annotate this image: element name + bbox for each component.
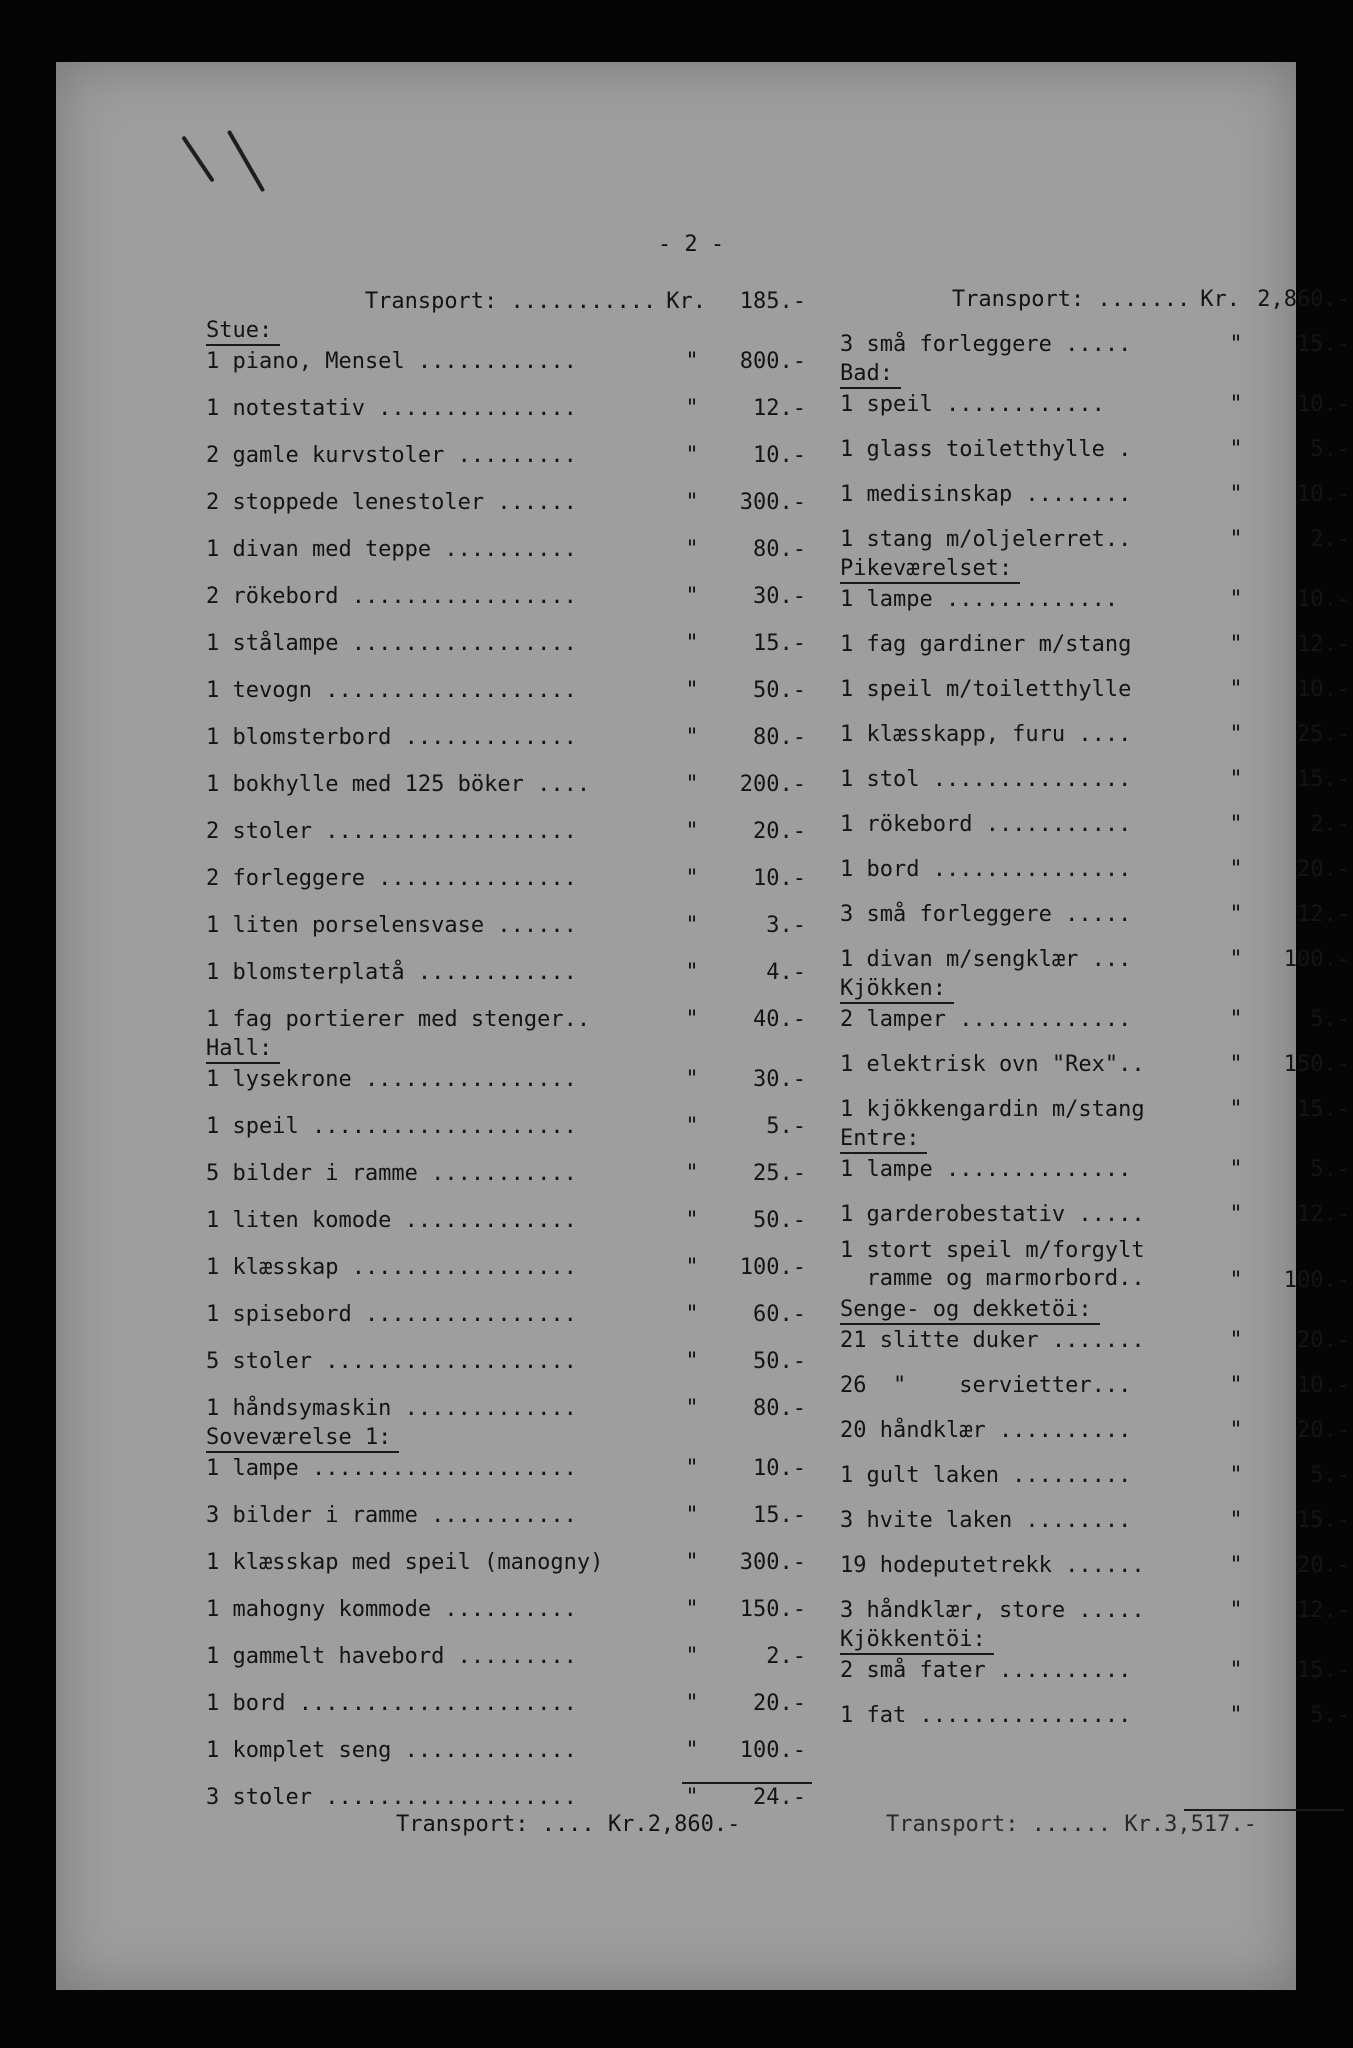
item-row xyxy=(206,938,806,985)
item-label: 1 notestativ ............... xyxy=(206,396,577,421)
ditto-mark: " xyxy=(1229,1328,1243,1353)
section-title: Kjökkentöi: xyxy=(840,1627,994,1655)
item-label: 1 tevogn ................... xyxy=(206,678,577,703)
transport-in-row xyxy=(206,284,806,314)
section-title: Entre: xyxy=(840,1126,927,1154)
item-label: 1 divan m/sengklær ... xyxy=(840,947,1132,972)
item-row xyxy=(840,837,1350,882)
item-label: 5 stoler ................... xyxy=(206,1349,577,1374)
ditto-mark: " xyxy=(1229,947,1243,972)
left-transport-out xyxy=(396,1812,740,1837)
item-amount: 5.- xyxy=(1310,437,1350,462)
ditto-mark: " xyxy=(1229,1658,1243,1683)
item-label: 1 klæsskap med speil (manogny) xyxy=(206,1550,604,1575)
ditto-mark: " xyxy=(1229,767,1243,792)
ditto-mark: " xyxy=(1229,1157,1243,1182)
right-transport-out xyxy=(886,1812,1257,1837)
ditto-mark: " xyxy=(685,1550,699,1575)
transport-label: Transport: ........... xyxy=(364,289,657,314)
ditto-mark: " xyxy=(1229,332,1243,357)
item-label: 1 liten porselensvase ...... xyxy=(206,913,577,938)
item-row xyxy=(840,1353,1350,1398)
item-label: 1 elektrisk ovn "Rex".. xyxy=(840,1052,1145,1077)
ditto-mark: " xyxy=(685,631,699,656)
amount: 185.- xyxy=(739,289,806,314)
item-label: 1 komplet seng ............. xyxy=(206,1738,577,1763)
item-row xyxy=(840,1488,1350,1533)
ditto-mark: " xyxy=(1229,677,1243,702)
ditto-mark: " xyxy=(1229,482,1243,507)
item-label: 1 speil m/toiletthylle xyxy=(840,677,1132,702)
item-label: 19 hodeputetrekk ...... xyxy=(840,1553,1145,1578)
item-row xyxy=(840,747,1350,792)
item-amount: 15.- xyxy=(753,1503,806,1528)
section-heading xyxy=(206,1421,806,1453)
item-label: 2 gamle kurvstoler ......... xyxy=(206,443,577,468)
section-title: Stue: xyxy=(206,318,280,346)
item-label: 1 stålampe ................. xyxy=(206,631,577,656)
item-row xyxy=(206,1233,806,1280)
item-amount: 10.- xyxy=(753,443,806,468)
ditto-mark: " xyxy=(1229,722,1243,747)
ditto-mark: " xyxy=(685,772,699,797)
item-row xyxy=(840,1325,1350,1353)
item-amount: 50.- xyxy=(753,678,806,703)
ditto-mark: " xyxy=(685,1503,699,1528)
ditto-mark: " xyxy=(685,725,699,750)
item-amount: 100.- xyxy=(739,1738,806,1763)
item-amount: 20.- xyxy=(1297,857,1350,882)
item-amount: 5.- xyxy=(1310,1157,1350,1182)
item-label: 20 håndklær .......... xyxy=(840,1418,1132,1443)
item-row xyxy=(840,584,1350,612)
ditto-mark: " xyxy=(685,584,699,609)
item-row xyxy=(206,703,806,750)
item-row xyxy=(840,657,1350,702)
section-heading xyxy=(206,1032,806,1064)
section-title: Soveværelse 1: xyxy=(206,1425,399,1453)
item-amount: 150.- xyxy=(739,1597,806,1622)
total-underline xyxy=(1184,1809,1344,1811)
item-label: 1 bord ............... xyxy=(840,857,1132,882)
right-column xyxy=(840,267,1350,1728)
item-label: 1 stol ............... xyxy=(840,767,1132,792)
item-amount: 20.- xyxy=(1297,1328,1350,1353)
item-row xyxy=(840,612,1350,657)
item-amount: 2.- xyxy=(1310,527,1350,552)
item-row xyxy=(206,891,806,938)
amount: 3,517.- xyxy=(1164,1812,1257,1837)
ditto-mark: " xyxy=(685,1644,699,1669)
ditto-mark: " xyxy=(1229,1007,1243,1032)
item-row xyxy=(206,1374,806,1421)
item-row xyxy=(206,1186,806,1233)
item-label: 1 gult laken ......... xyxy=(840,1463,1132,1488)
item-row xyxy=(206,1763,806,1810)
ditto-mark: " xyxy=(685,443,699,468)
ditto-mark: " xyxy=(685,819,699,844)
ditto-mark: " xyxy=(685,1597,699,1622)
item-amount: 4.- xyxy=(766,960,806,985)
item-row xyxy=(206,1139,806,1186)
total-underline xyxy=(682,1782,812,1784)
item-row xyxy=(206,346,806,374)
item-row xyxy=(840,312,1350,357)
item-row xyxy=(840,417,1350,462)
ditto-mark: " xyxy=(685,349,699,374)
currency: Kr. xyxy=(1200,287,1240,312)
currency: Kr. xyxy=(607,1812,648,1837)
item-label: 1 gammelt havebord ......... xyxy=(206,1644,577,1669)
item-label: 1 glass toiletthylle . xyxy=(840,437,1132,462)
item-label: 3 hvite laken ........ xyxy=(840,1508,1132,1533)
item-amount: 12.- xyxy=(1297,1598,1350,1623)
item-amount: 20.- xyxy=(753,819,806,844)
item-amount: 15.- xyxy=(1297,1658,1350,1683)
ditto-mark: " xyxy=(1229,1097,1243,1122)
transport-in-row xyxy=(840,267,1350,312)
ditto-mark: " xyxy=(1229,1703,1243,1728)
item-amount: 40.- xyxy=(753,1007,806,1032)
item-amount: 12.- xyxy=(1297,1202,1350,1227)
ditto-mark: " xyxy=(1229,1268,1243,1293)
item-row xyxy=(206,1453,806,1481)
item-label: 1 blomsterbord ............. xyxy=(206,725,577,750)
section-title: Hall: xyxy=(206,1036,280,1064)
item-row xyxy=(206,844,806,891)
item-row xyxy=(840,1443,1350,1488)
item-amount: 15.- xyxy=(1297,1508,1350,1533)
section-heading xyxy=(840,972,1350,1004)
item-amount: 10.- xyxy=(753,866,806,891)
ditto-mark: " xyxy=(1229,902,1243,927)
item-label: 2 små fater .......... xyxy=(840,1658,1132,1683)
item-label: 1 fag gardiner m/stang xyxy=(840,632,1132,657)
item-amount: 10.- xyxy=(1297,677,1350,702)
left-sections xyxy=(206,314,806,1810)
item-label: 1 piano, Mensel ............ xyxy=(206,349,577,374)
item-label: 1 klæsskapp, furu .... xyxy=(840,722,1132,747)
item-amount: 100.- xyxy=(1283,947,1350,972)
item-amount: 200.- xyxy=(739,772,806,797)
ditto-mark: " xyxy=(1229,1598,1243,1623)
item-row xyxy=(206,1481,806,1528)
item-row xyxy=(840,1182,1350,1227)
ditto-mark: " xyxy=(685,1785,699,1810)
item-amount: 5.- xyxy=(1310,1007,1350,1032)
ditto-mark: " xyxy=(685,490,699,515)
item-amount: 60.- xyxy=(753,1302,806,1327)
item-amount: 80.- xyxy=(753,725,806,750)
item-amount: 5.- xyxy=(1310,1703,1350,1728)
ditto-mark: " xyxy=(685,913,699,938)
item-amount: 20.- xyxy=(1297,1418,1350,1443)
item-label: 1 medisinskap ........ xyxy=(840,482,1132,507)
ditto-mark: " xyxy=(685,866,699,891)
item-amount: 24.- xyxy=(753,1785,806,1810)
item-label: 1 bokhylle med 125 böker .... xyxy=(206,772,591,797)
item-amount: 10.- xyxy=(1297,392,1350,417)
ditto-mark: " xyxy=(1229,857,1243,882)
item-label: 1 liten komode ............. xyxy=(206,1208,577,1233)
page-number: - 2 - xyxy=(657,232,725,257)
right-sections xyxy=(840,357,1350,1728)
ditto-mark: " xyxy=(1229,1202,1243,1227)
item-row xyxy=(206,1528,806,1575)
item-label: 2 rökebord ................. xyxy=(206,584,577,609)
ditto-mark: " xyxy=(685,1161,699,1186)
section-heading xyxy=(840,1293,1350,1325)
item-amount: 30.- xyxy=(753,1067,806,1092)
item-label-line: 1 stort speil m/forgylt xyxy=(840,1238,1145,1263)
item-row xyxy=(206,1575,806,1622)
item-row xyxy=(840,1655,1350,1683)
ditto-mark: " xyxy=(685,1255,699,1280)
item-row xyxy=(840,1227,1350,1293)
item-label: 2 stoler ................... xyxy=(206,819,577,844)
section-heading xyxy=(840,1122,1350,1154)
item-label-line: ramme og marmorbord.. xyxy=(840,1266,1145,1291)
ditto-mark: " xyxy=(685,1396,699,1421)
ditto-mark: " xyxy=(685,960,699,985)
item-amount: 25.- xyxy=(1297,722,1350,747)
item-amount: 15.- xyxy=(1297,332,1350,357)
item-row xyxy=(840,882,1350,927)
ditto-mark: " xyxy=(685,1114,699,1139)
item-amount: 15.- xyxy=(753,631,806,656)
item-row xyxy=(840,1154,1350,1182)
item-row xyxy=(206,421,806,468)
item-row xyxy=(840,1533,1350,1578)
amount: 2,860.- xyxy=(647,1812,741,1837)
ditto-mark: " xyxy=(1229,437,1243,462)
item-row xyxy=(840,1398,1350,1443)
item-amount: 15.- xyxy=(1297,1097,1350,1122)
item-amount: 150.- xyxy=(1283,1052,1350,1077)
item-label: 1 divan med teppe .......... xyxy=(206,537,577,562)
ditto-mark: " xyxy=(1229,1373,1243,1398)
item-label: 1 lampe .............. xyxy=(840,1157,1132,1182)
section-title: Senge- og dekketöi: xyxy=(840,1297,1100,1325)
item-row xyxy=(206,562,806,609)
ditto-mark: " xyxy=(1229,1418,1243,1443)
item-amount: 30.- xyxy=(753,584,806,609)
item-label: 1 lampe ............. xyxy=(840,587,1119,612)
section-title: Pikeværelset: xyxy=(840,556,1020,584)
item-row xyxy=(840,1004,1350,1032)
item-amount: 2.- xyxy=(766,1644,806,1669)
item-label: 1 garderobestativ ..... xyxy=(840,1202,1145,1227)
item-row xyxy=(206,1280,806,1327)
item-row xyxy=(840,1683,1350,1728)
item-label: 1 blomsterplatå ............ xyxy=(206,960,577,985)
item-amount: 15.- xyxy=(1297,767,1350,792)
item-label: 2 stoppede lenestoler ...... xyxy=(206,490,577,515)
item-row xyxy=(840,389,1350,417)
item-row xyxy=(206,1716,806,1763)
item-label: 1 klæsskap ................. xyxy=(206,1255,577,1280)
item-amount: 80.- xyxy=(753,1396,806,1421)
item-row xyxy=(840,1032,1350,1077)
scratch-mark xyxy=(181,135,215,182)
item-row xyxy=(840,927,1350,972)
item-row xyxy=(840,507,1350,552)
item-label: 3 små forleggere ..... xyxy=(840,902,1132,927)
item-amount: 2.- xyxy=(1310,812,1350,837)
item-label: 1 rökebord ........... xyxy=(840,812,1132,837)
item-amount: 10.- xyxy=(1297,482,1350,507)
transport-label: Transport: ....... xyxy=(951,287,1191,312)
item-row xyxy=(840,462,1350,507)
item-amount: 12.- xyxy=(753,396,806,421)
item-amount: 100.- xyxy=(1283,1268,1350,1293)
item-amount: 800.- xyxy=(739,349,806,374)
item-label: 1 fag portierer med stenger.. xyxy=(206,1007,591,1032)
item-amount: 20.- xyxy=(753,1691,806,1716)
item-row xyxy=(206,609,806,656)
item-row xyxy=(840,1578,1350,1623)
section-title: Bad: xyxy=(840,361,901,389)
item-label: 3 små forleggere ..... xyxy=(840,332,1132,357)
ditto-mark: " xyxy=(685,1349,699,1374)
item-row xyxy=(840,792,1350,837)
item-label: 21 slitte duker ....... xyxy=(840,1328,1145,1353)
ditto-mark: " xyxy=(685,1067,699,1092)
item-row xyxy=(206,797,806,844)
currency: Kr. xyxy=(1124,1812,1165,1837)
item-label: 1 stang m/oljelerret.. xyxy=(840,527,1132,552)
ditto-mark: " xyxy=(685,396,699,421)
left-column xyxy=(206,284,806,1810)
item-amount: 10.- xyxy=(1297,587,1350,612)
ditto-mark: " xyxy=(1229,527,1243,552)
scratch-mark xyxy=(227,130,265,193)
item-amount: 25.- xyxy=(753,1161,806,1186)
item-row xyxy=(206,374,806,421)
ditto-mark: " xyxy=(685,1738,699,1763)
item-label: 1 mahogny kommode .......... xyxy=(206,1597,577,1622)
transport-label: Transport: ...... xyxy=(886,1812,1112,1837)
item-row xyxy=(206,515,806,562)
item-amount: 100.- xyxy=(739,1255,806,1280)
item-label: 3 håndklær, store ..... xyxy=(840,1598,1145,1623)
item-label: 3 stoler ................... xyxy=(206,1785,577,1810)
item-amount: 12.- xyxy=(1297,632,1350,657)
ditto-mark: " xyxy=(685,1007,699,1032)
ditto-mark: " xyxy=(1229,812,1243,837)
item-row xyxy=(206,750,806,797)
item-amount: 10.- xyxy=(1297,1373,1350,1398)
item-amount: 300.- xyxy=(739,1550,806,1575)
item-amount: 12.- xyxy=(1297,902,1350,927)
document-page xyxy=(56,62,1350,1990)
ditto-mark: " xyxy=(685,537,699,562)
ditto-mark: " xyxy=(1229,632,1243,657)
item-row xyxy=(206,1669,806,1716)
ditto-mark: " xyxy=(685,1691,699,1716)
item-row xyxy=(840,702,1350,747)
section-heading xyxy=(206,314,806,346)
section-heading xyxy=(840,1623,1350,1655)
section-heading xyxy=(840,357,1350,389)
ditto-mark: " xyxy=(685,1208,699,1233)
item-amount: 5.- xyxy=(1310,1463,1350,1488)
item-label: 5 bilder i ramme ........... xyxy=(206,1161,577,1186)
item-amount: 3.- xyxy=(766,913,806,938)
item-label: 1 fat ................ xyxy=(840,1703,1132,1728)
item-label: 3 bilder i ramme ........... xyxy=(206,1503,577,1528)
item-amount: 50.- xyxy=(753,1349,806,1374)
item-row xyxy=(840,1077,1350,1122)
right-pre-items xyxy=(840,312,1350,357)
amount: 2,860.- xyxy=(1257,287,1350,312)
item-amount: 20.- xyxy=(1297,1553,1350,1578)
ditto-mark: " xyxy=(685,678,699,703)
item-label: 1 speil ............ xyxy=(840,392,1105,417)
item-label: 1 lampe .................... xyxy=(206,1456,577,1481)
item-row xyxy=(206,985,806,1032)
item-label: 1 speil .................... xyxy=(206,1114,577,1139)
section-title: Kjökken: xyxy=(840,976,954,1004)
section-heading xyxy=(840,552,1350,584)
ditto-mark: " xyxy=(685,1302,699,1327)
ditto-mark: " xyxy=(1229,1052,1243,1077)
item-label: 26 " servietter... xyxy=(840,1373,1132,1398)
ditto-mark: " xyxy=(1229,1553,1243,1578)
item-label xyxy=(840,1237,1222,1293)
item-label: 2 forleggere ............... xyxy=(206,866,577,891)
item-row xyxy=(206,468,806,515)
ditto-mark: " xyxy=(685,1456,699,1481)
currency: Kr. xyxy=(666,289,706,314)
item-row xyxy=(206,1092,806,1139)
item-label: 1 kjökkengardin m/stang xyxy=(840,1097,1145,1122)
item-label: 2 lamper ............. xyxy=(840,1007,1132,1032)
item-amount: 10.- xyxy=(753,1456,806,1481)
ditto-mark: " xyxy=(1229,1508,1243,1533)
ditto-mark: " xyxy=(1229,587,1243,612)
item-row xyxy=(206,1327,806,1374)
item-row xyxy=(206,1622,806,1669)
item-amount: 300.- xyxy=(739,490,806,515)
item-label: 1 bord ..................... xyxy=(206,1691,577,1716)
ditto-mark: " xyxy=(1229,1463,1243,1488)
item-amount: 80.- xyxy=(753,537,806,562)
item-label: 1 håndsymaskin ............. xyxy=(206,1396,577,1421)
ditto-mark: " xyxy=(1229,392,1243,417)
item-amount: 50.- xyxy=(753,1208,806,1233)
item-row xyxy=(206,1064,806,1092)
item-label: 1 lysekrone ................ xyxy=(206,1067,577,1092)
item-label: 1 spisebord ................ xyxy=(206,1302,577,1327)
item-amount: 5.- xyxy=(766,1114,806,1139)
item-row xyxy=(206,656,806,703)
transport-label: Transport: .... xyxy=(396,1812,595,1837)
